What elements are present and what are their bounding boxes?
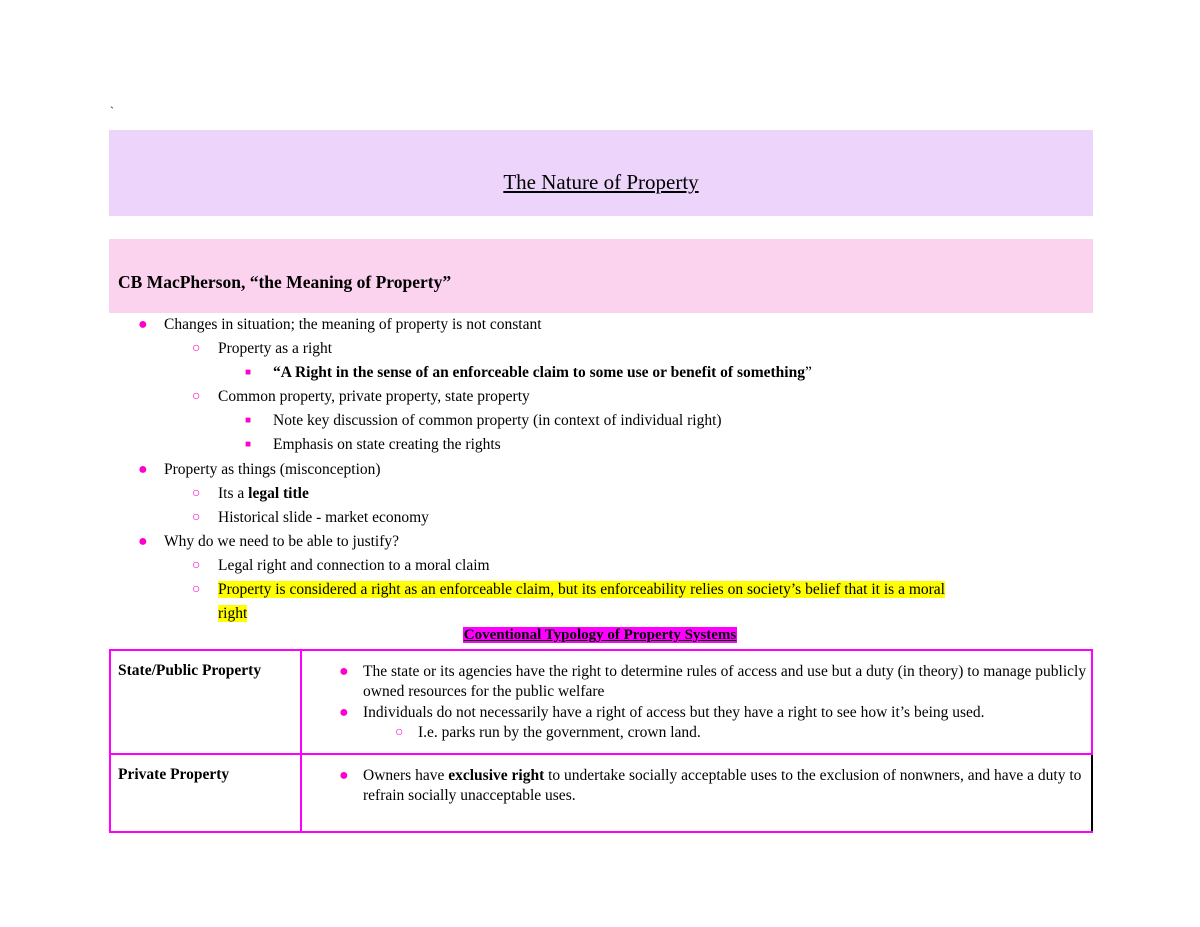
filled-circle-bullet-icon: ● [138,461,148,478]
list-item-text: Owners have [363,767,449,784]
table-row [110,650,1092,754]
list-item [245,411,722,431]
quote-text: “A Right in the sense of an enforceable claim to some use or benefit of something [273,364,805,381]
list-item [302,723,1091,743]
page-title: The Nature of Property [503,170,699,194]
list-item-text: Note key discussion of common property (in context of individual right) [273,412,722,429]
filled-square-bullet-icon: ■ [245,439,252,450]
stray-mark: ` [110,104,114,118]
hollow-circle-bullet-icon: ○ [192,582,201,597]
highlighted-text: right [218,605,248,622]
filled-circle-bullet-icon: ● [339,663,349,680]
hollow-circle-bullet-icon: ○ [192,486,201,501]
list-item [302,662,1091,702]
list-item-text: Historical slide - market economy [218,509,429,526]
hollow-circle-bullet-icon: ○ [192,558,201,573]
section-band [109,239,1093,313]
list-item-text: Common property, private property, state property [218,388,530,405]
table-caption [0,627,1200,644]
list-item-text: to undertake socially acceptable uses to the exclusion of nonwners, and have a duty to refrain socially unacceptable uses. [363,767,1082,804]
list-item [192,508,429,528]
list-item [192,484,309,504]
bold-term: exclusive right [448,767,545,784]
property-typology-table [109,649,1093,833]
filled-square-bullet-icon: ■ [245,415,252,426]
list-item [302,766,1091,806]
list-item [192,556,490,576]
list-item-text: I.e. parks run by the government, crown land. [418,724,701,741]
list-item-text: Changes in situation; the meaning of property is not constant [164,316,542,333]
list-item-text: Emphasis on state creating the rights [273,436,501,453]
list-item-text: Property as a right [218,340,333,357]
bold-term: legal title [248,485,309,502]
table-caption-text: Coventional Typology of Property Systems [463,627,737,643]
list-item-text: Why do we need to be able to justify? [164,533,400,550]
list-item [192,580,945,600]
hollow-circle-bullet-icon: ○ [192,341,201,356]
filled-circle-bullet-icon: ● [339,704,349,721]
list-item-continuation [218,604,247,624]
hollow-circle-bullet-icon: ○ [192,389,201,404]
row-content [301,754,1092,832]
filled-circle-bullet-icon: ● [138,316,148,333]
hollow-circle-bullet-icon: ○ [192,510,201,525]
list-item-text: Legal right and connection to a moral claim [218,557,490,574]
list-item [138,532,400,552]
list-item [302,703,1091,723]
table-row [110,754,1092,832]
list-item [245,363,812,383]
filled-circle-bullet-icon: ● [339,767,349,784]
list-item [192,387,530,407]
list-item-text: The state or its agencies have the right to determine rules of access and use but a duty (in theory) to manage publicly owned resources for the public welfare [363,663,1087,700]
highlighted-text: Property is considered a right as an enforceable claim, but its enforceability relies on society’s belief that it is a moral [218,581,945,598]
filled-square-bullet-icon: ■ [245,367,252,378]
list-item [138,315,542,335]
title-band [109,130,1093,216]
list-item [138,460,381,480]
list-item [192,339,333,359]
row-label: State/Public Property [110,650,301,754]
row-content [301,650,1092,754]
list-item [245,435,501,455]
section-heading: CB MacPherson, “the Meaning of Property” [118,272,452,292]
quote-end: ” [804,364,812,381]
list-item-text: Its a [218,485,249,502]
row-label: Private Property [110,754,301,832]
list-item-text: Individuals do not necessarily have a right of access but they have a right to see how it’s being used. [363,704,985,721]
hollow-circle-bullet-icon: ○ [395,725,404,740]
list-item-text: Property as things (misconception) [164,461,381,478]
filled-circle-bullet-icon: ● [138,533,148,550]
